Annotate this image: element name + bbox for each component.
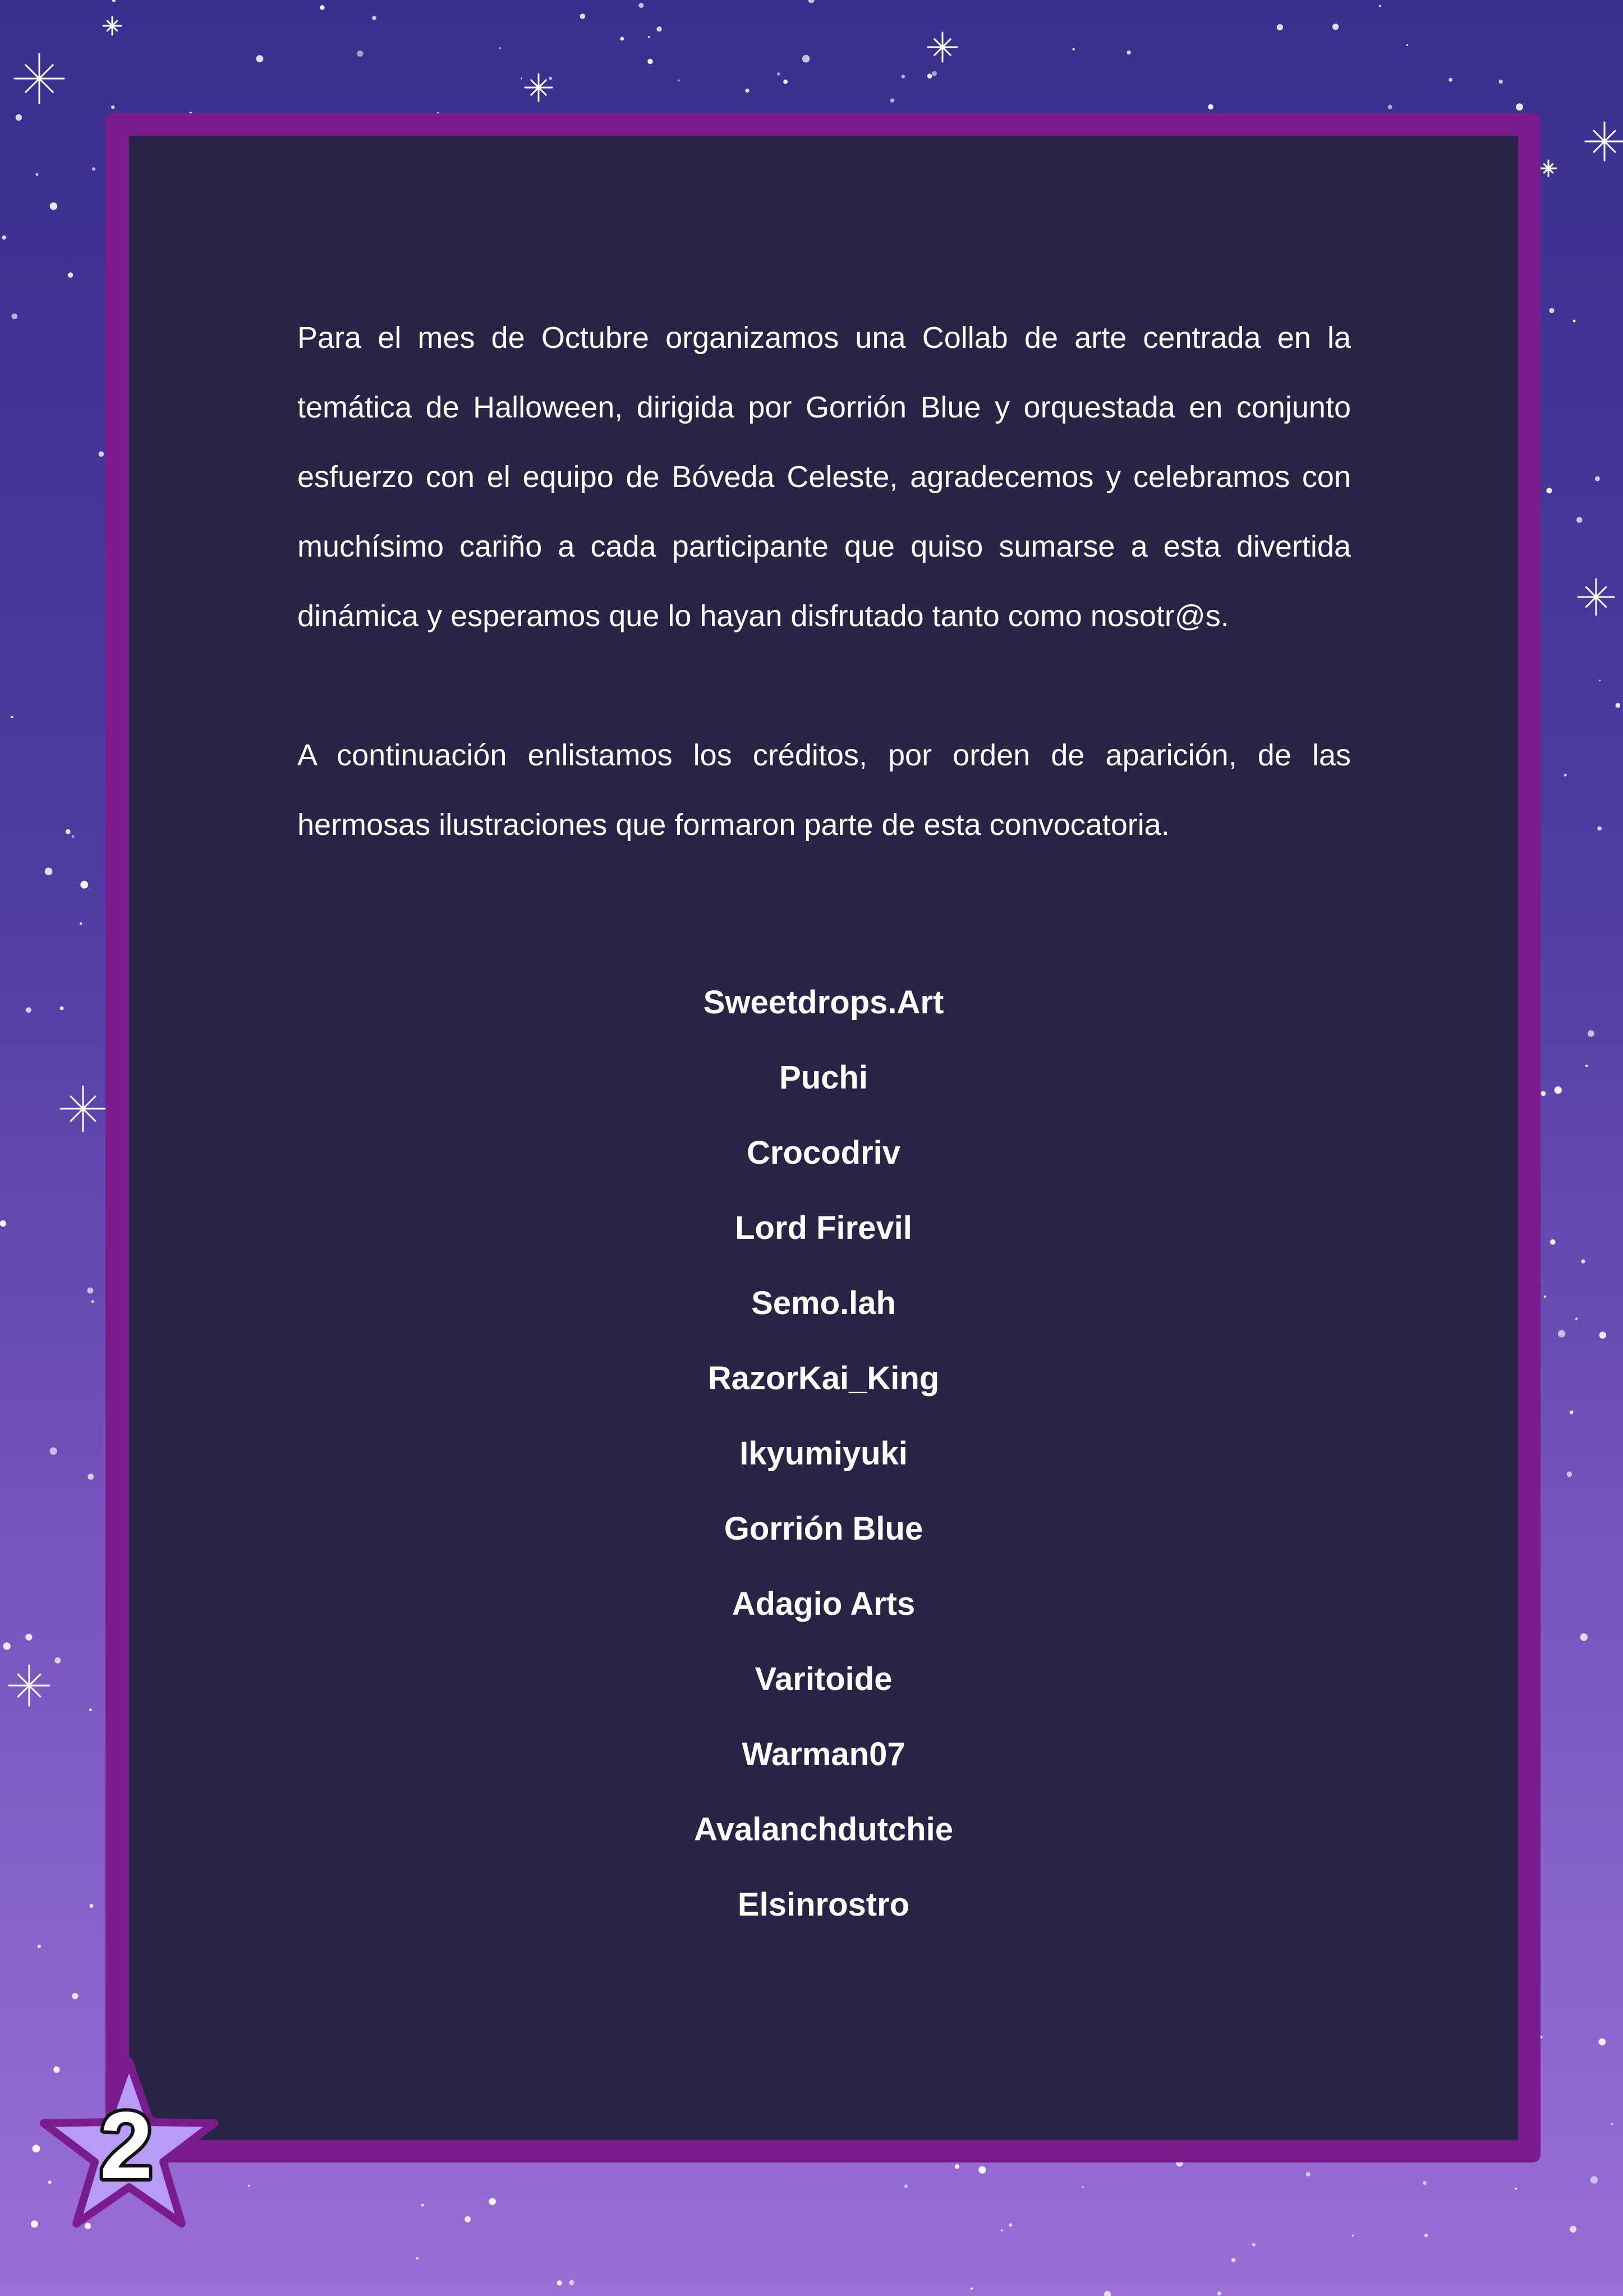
star-dot <box>971 2288 973 2290</box>
star-dot <box>1595 476 1600 481</box>
star-dot <box>2 236 6 240</box>
star-dot <box>54 1657 61 1664</box>
star-dot <box>92 167 95 171</box>
star-dot <box>1611 2123 1613 2125</box>
star-dot <box>1449 78 1452 82</box>
star-dot <box>89 1709 92 1711</box>
star-dot <box>1332 24 1339 30</box>
star-dot <box>50 203 57 210</box>
sparkle-icon <box>525 74 552 101</box>
star-dot <box>620 37 624 41</box>
credit-item: RazorKai_King <box>707 1360 940 1397</box>
credit-item: Lord Firevil <box>735 1210 912 1246</box>
star-dot <box>1576 517 1583 523</box>
credit-item: Semo.lah <box>751 1285 896 1321</box>
sparkle-icon <box>61 1086 105 1131</box>
star-dot <box>465 2216 471 2222</box>
credit-item: Ikyumiyuki <box>739 1435 908 1472</box>
star-dot <box>68 273 73 278</box>
star-dot <box>1252 2243 1256 2247</box>
star-dot <box>1549 308 1554 313</box>
star-dot <box>80 922 82 925</box>
sparkle-icon <box>9 1665 49 1706</box>
credits-list <box>129 965 1518 1943</box>
star-dot <box>978 2166 986 2174</box>
star-dot <box>1423 2181 1427 2185</box>
star-dot <box>1570 2226 1576 2233</box>
star-dot <box>1580 1633 1588 1641</box>
star-dot <box>783 80 788 84</box>
star-dot <box>808 0 815 3</box>
star-dot <box>1564 774 1567 777</box>
credit-item: Crocodriv <box>747 1135 900 1171</box>
star-dot <box>499 47 501 49</box>
sparkle-icon <box>928 33 957 62</box>
star-dot <box>1082 2187 1084 2188</box>
star-dot <box>1597 826 1602 831</box>
star-dot <box>1546 488 1552 493</box>
star-dot <box>1277 24 1283 30</box>
star-dot <box>890 98 894 102</box>
star-dot <box>1424 2234 1428 2237</box>
star-dot <box>1001 2229 1003 2231</box>
star-dot <box>416 2257 419 2260</box>
star-dot <box>902 75 905 79</box>
star-dot <box>112 0 116 2</box>
star-dot <box>26 1007 31 1013</box>
star-dot <box>647 59 652 64</box>
star-dot <box>1588 1030 1594 1037</box>
star-dot <box>1104 2291 1111 2296</box>
star-dot <box>1009 2223 1012 2226</box>
star-dot <box>88 1288 94 1294</box>
credit-item: Gorrión Blue <box>724 1510 923 1547</box>
star-dot <box>1306 2172 1311 2176</box>
star-dot <box>1544 1296 1546 1298</box>
star-dot <box>72 835 75 838</box>
star-dot <box>1585 1065 1588 1067</box>
star-dot <box>904 2184 908 2188</box>
star-dot <box>1515 2188 1517 2190</box>
star-dot <box>638 3 643 8</box>
star-dot <box>932 71 937 76</box>
star-dot <box>1127 50 1131 55</box>
star-dot <box>111 105 115 109</box>
star-dot <box>16 114 22 121</box>
star-dot <box>90 1904 94 1908</box>
star-dot <box>580 13 585 19</box>
star-dot <box>678 80 679 81</box>
credit-item: Avalanchdutchie <box>694 1811 953 1848</box>
star-dot <box>91 1300 94 1303</box>
star-dot <box>1581 1260 1585 1264</box>
credit-item: Elsinrostro <box>737 1886 910 1923</box>
sparkle-icon <box>15 54 64 103</box>
star-dot <box>1575 1317 1578 1320</box>
star-dot <box>12 314 18 320</box>
star-dot <box>1590 2176 1598 2183</box>
star-dot <box>1567 1472 1573 1477</box>
star-dot <box>1406 44 1408 46</box>
intro-paragraph-1: Para el mes de Octubre organizamos una Collab de arte centrada en la temática de Halloween, dirigida por Gorrión Blue y orquestada en conjunto esfuerzo con el equipo de Bóveda Celeste, agradecemos y celebramos con muchísimo cariño a cada participante que quiso sumarse a esta divertida dinámica y esperamos que lo hayan disfrutado tanto como nosotr@s. <box>297 321 1351 633</box>
credit-item: Varitoide <box>755 1661 893 1697</box>
star-dot <box>357 50 363 57</box>
star-dot <box>1615 703 1620 708</box>
star-dot <box>1217 2292 1221 2296</box>
credit-item: Warman07 <box>742 1736 905 1772</box>
star-dot <box>1550 1239 1556 1245</box>
star-dot <box>99 451 104 457</box>
star-dot <box>745 89 749 93</box>
star-dot <box>1541 1091 1546 1096</box>
star-dot <box>372 16 376 20</box>
star-dot <box>80 881 88 889</box>
star-dot <box>557 2280 562 2285</box>
credit-item: Puchi <box>779 1059 868 1096</box>
star-dot <box>1570 1411 1574 1415</box>
star-dot <box>25 1634 32 1641</box>
star-dot <box>777 72 780 76</box>
credit-item: Sweetdrops.Art <box>703 984 944 1021</box>
sparkle-icon <box>103 17 121 35</box>
sparkle-icon <box>1578 579 1614 615</box>
star-dot <box>1599 679 1601 681</box>
page-number: 2 <box>99 2092 153 2199</box>
star-dot <box>320 5 324 10</box>
star-dot <box>1379 4 1382 7</box>
page-number-badge <box>34 2054 224 2239</box>
star-dot <box>1516 103 1523 111</box>
intro-text <box>297 303 1351 860</box>
star-dot <box>66 829 71 834</box>
star-dot <box>955 2164 959 2169</box>
star-dot <box>50 1448 57 1455</box>
star-dot <box>256 55 264 62</box>
star-dot <box>45 867 53 875</box>
star-dot <box>1558 1330 1565 1337</box>
star-dot <box>248 2185 250 2187</box>
sparkle-icon <box>1585 122 1623 160</box>
star-dot <box>1555 1086 1562 1094</box>
star-dot <box>648 36 650 38</box>
star-dot <box>569 2280 574 2285</box>
credit-item: Adagio Arts <box>732 1586 916 1622</box>
star-dot <box>1573 320 1576 323</box>
star-dot <box>88 1473 94 1480</box>
star-dot <box>421 2203 424 2207</box>
star-dot <box>802 55 810 63</box>
intro-paragraph-2: A continuación enlistamos los créditos, por orden de aparición, de las hermosas ilustraciones que formaron parte de esta convocatoria. <box>297 738 1351 842</box>
star-dot <box>35 173 38 176</box>
star-dot <box>927 74 932 79</box>
star-dot <box>1599 2038 1606 2045</box>
star-dot <box>3 1642 11 1650</box>
star-dot <box>1599 1331 1606 1338</box>
star-dot <box>11 716 13 718</box>
star-dot <box>1208 104 1213 109</box>
star-dot <box>1388 105 1392 109</box>
star-dot <box>72 1993 78 1999</box>
star-dot <box>0 1220 6 1227</box>
star-dot <box>489 2198 496 2205</box>
star-dot <box>1352 2235 1354 2237</box>
star-dot <box>1498 80 1502 84</box>
star-dot <box>656 26 661 31</box>
star-dot <box>1073 48 1075 50</box>
star-dot <box>38 1945 41 1948</box>
sparkle-icon <box>1541 160 1556 176</box>
star-dot <box>1231 2258 1236 2262</box>
star-dot <box>549 77 552 80</box>
star-dot <box>60 1007 64 1011</box>
star-dot <box>521 77 522 79</box>
